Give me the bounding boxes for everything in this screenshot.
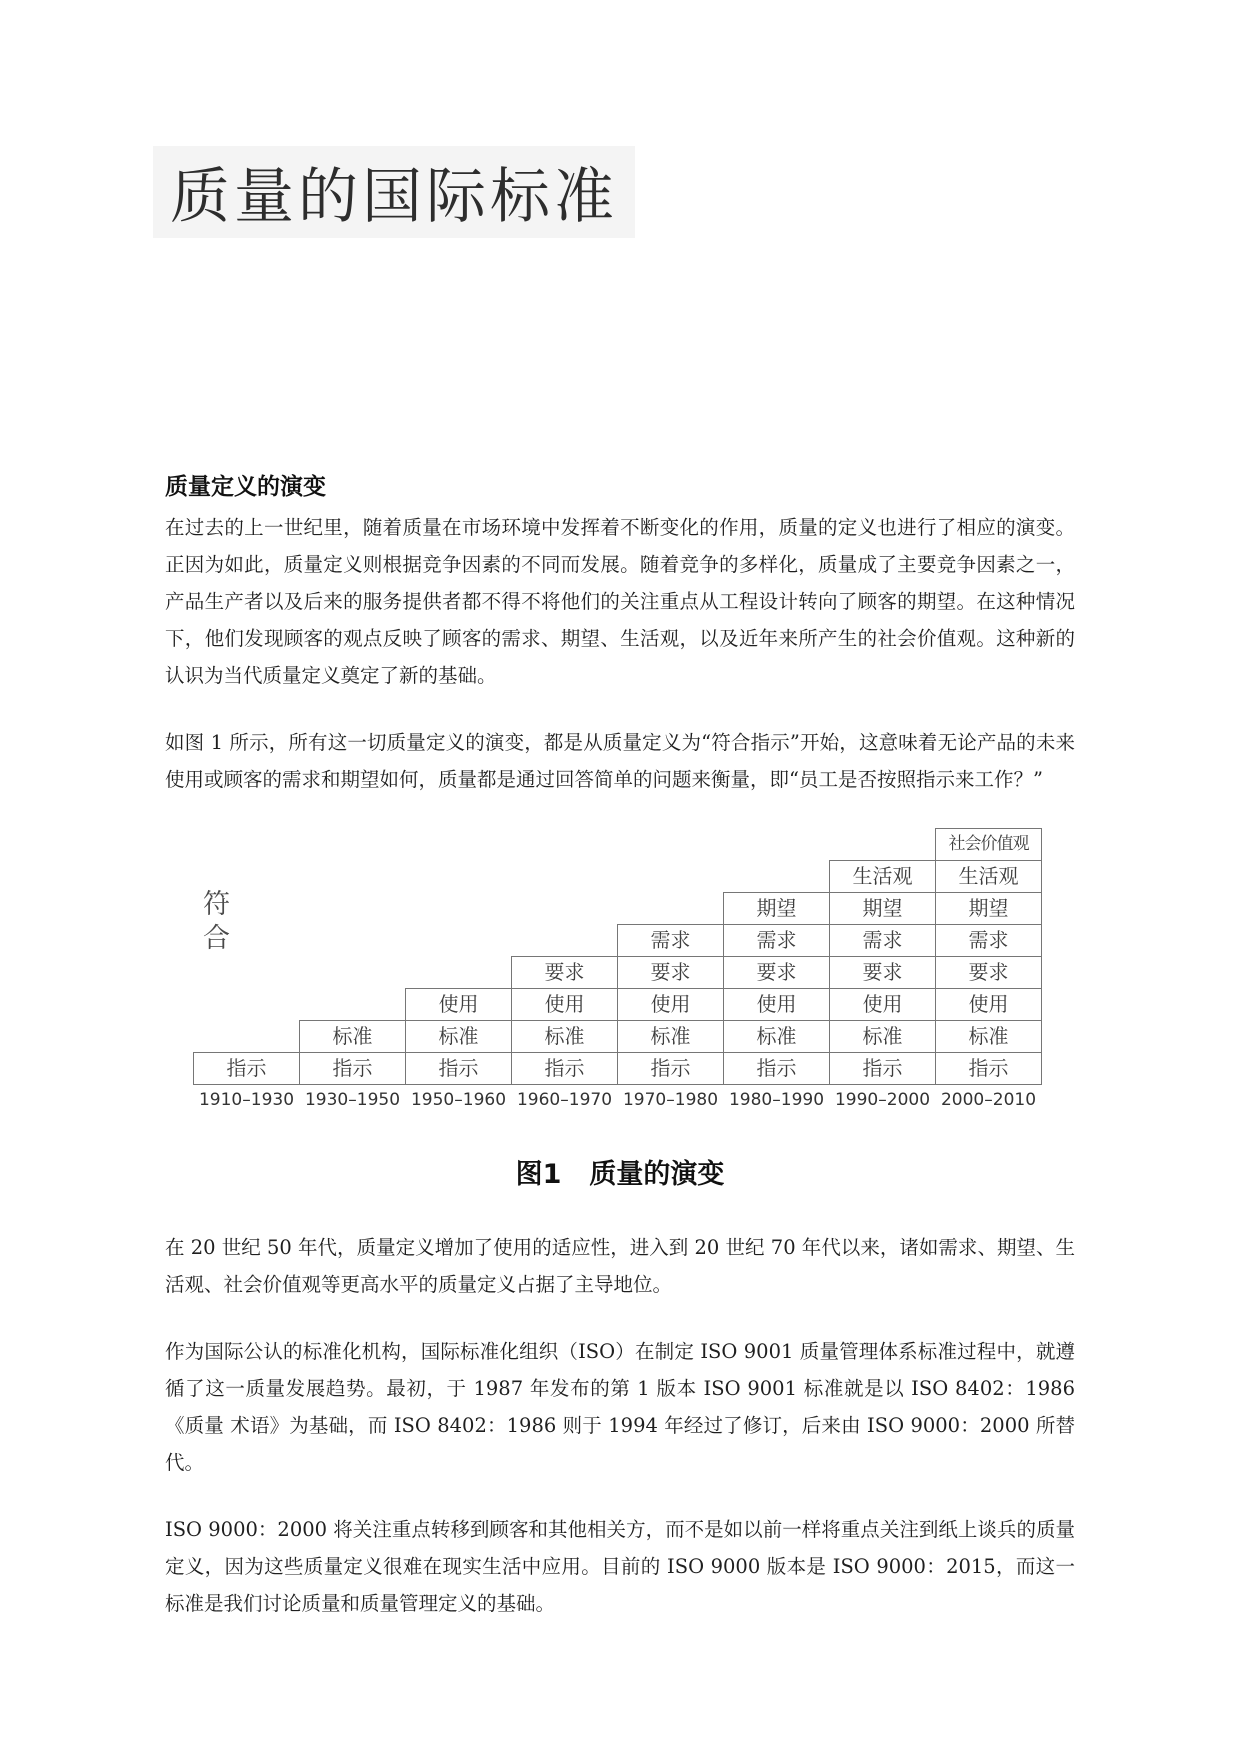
timeline-label: 1960–1970: [516, 1090, 613, 1110]
stair-cell: 指示: [617, 1052, 724, 1085]
document-content: [165, 468, 1075, 1622]
stair-cell: 标准: [935, 1020, 1042, 1053]
stair-cell: 生活观: [829, 860, 936, 893]
stair-column: [723, 892, 830, 1085]
stair-cell: 标准: [617, 1020, 724, 1053]
paragraph: 在过去的上一世纪里，随着质量在市场环境中发挥着不断变化的作用，质量的定义也进行了相应的演变。正因为如此，质量定义则根据竞争因素的不同而发展。随着竞争的多样化，质量成了主要竞争因素之一，产品生产者以及后来的服务提供者都不得不将他们的关注重点从工程设计转向了顾客的期望。在这种情况下，他们发现顾客的观点反映了顾客的需求、期望、生活观，以及近年来所产生的社会价值观。这种新的认识为当代质量定义奠定了新的基础。: [165, 516, 1075, 687]
stair-cell: 标准: [299, 1020, 406, 1053]
stair-cell: 指示: [935, 1052, 1042, 1085]
figure-quality-evolution: [165, 828, 1075, 1191]
stair-cell: 指示: [299, 1052, 406, 1085]
stair-column: [617, 924, 724, 1085]
intro-paragraphs: [165, 509, 1075, 798]
stair-cell: 指示: [405, 1052, 512, 1085]
stair-column: [193, 1052, 300, 1085]
stair-cell: 使用: [617, 988, 724, 1021]
stair-cell: 期望: [829, 892, 936, 925]
timeline-label: 1950–1960: [410, 1090, 507, 1110]
stair-cell: 指示: [511, 1052, 618, 1085]
stair-cell: 使用: [405, 988, 512, 1021]
stair-cell: 标准: [405, 1020, 512, 1053]
stair-cell: 需求: [829, 924, 936, 957]
stair-cell: 需求: [935, 924, 1042, 957]
conformance-axis-label: 符合: [203, 889, 230, 954]
page-title: 质量的国际标准: [170, 162, 618, 232]
staircase-table: [193, 828, 1075, 1085]
timeline-label: 1910–1930: [198, 1090, 295, 1110]
stair-cell: 使用: [511, 988, 618, 1021]
stair-column: [299, 1020, 406, 1085]
stair-cell: 期望: [935, 892, 1042, 925]
stair-cell: 要求: [723, 956, 830, 989]
stair-cell: 标准: [511, 1020, 618, 1053]
timeline-label: 1970–1980: [622, 1090, 719, 1110]
timeline-label: 1930–1950: [304, 1090, 401, 1110]
timeline-label: 2000–2010: [940, 1090, 1037, 1110]
stair-cell: 社会价值观: [935, 828, 1042, 861]
paragraph: 在 20 世纪 50 年代，质量定义增加了使用的适应性，进入到 20 世纪 70 年代以来，诸如需求、期望、生活观、社会价值观等更高水平的质量定义占据了主导地位。: [165, 1236, 1075, 1296]
timeline-label: 1990–2000: [834, 1090, 931, 1110]
paragraph: ISO 9000：2000 将关注重点转移到顾客和其他相关方，而不是如以前一样将重点关注到纸上谈兵的质量定义，因为这些质量定义很难在现实生活中应用。目前的 ISO 9000 版本是 ISO 9000：2015，而这一标准是我们讨论质量和质量管理定义的基础。: [165, 1518, 1075, 1615]
stair-column: [511, 956, 618, 1085]
stair-cell: 要求: [617, 956, 724, 989]
figure-caption-title: 质量的演变: [589, 1159, 725, 1190]
title-image-block: [153, 146, 635, 238]
stair-cell: 要求: [511, 956, 618, 989]
timeline-label: 1980–1990: [728, 1090, 825, 1110]
stair-column: [935, 828, 1042, 1085]
figure-caption-label: 图1: [515, 1159, 562, 1190]
timeline: [193, 1090, 1075, 1110]
paragraph: 如图 1 所示，所有这一切质量定义的演变，都是从质量定义为“符合指示”开始，这意味着无论产品的未来使用或顾客的需求和期望如何，质量都是通过回答简单的问题来衡量，即“员工是否按照指示来工作？”: [165, 731, 1075, 791]
stair-cell: 需求: [617, 924, 724, 957]
section-heading: 质量定义的演变: [165, 474, 326, 500]
stair-cell: 要求: [935, 956, 1042, 989]
stair-cell: 指示: [723, 1052, 830, 1085]
stair-cell: 需求: [723, 924, 830, 957]
paragraph: 作为国际公认的标准化机构，国际标准化组织（ISO）在制定 ISO 9001 质量管理体系标准过程中，就遵循了这一质量发展趋势。最初，于 1987 年发布的第 1 版本 ISO 9001 标准就是以 ISO 8402：1986《质量 术语》为基础，而 ISO 8402：1986 则于 1994 年经过了修订，后来由 ISO 9000：2000 所替代。: [165, 1340, 1075, 1474]
stair-cell: 期望: [723, 892, 830, 925]
stair-cell: 要求: [829, 956, 936, 989]
stair-cell: 指示: [829, 1052, 936, 1085]
figure-caption: [165, 1152, 1075, 1191]
stair-column: [405, 988, 512, 1085]
figure-canvas: [165, 828, 1075, 1110]
stair-cell: 标准: [723, 1020, 830, 1053]
stair-column: [829, 860, 936, 1085]
stair-cell: 生活观: [935, 860, 1042, 893]
stair-cell: 使用: [935, 988, 1042, 1021]
stair-cell: 使用: [723, 988, 830, 1021]
stair-cell: 指示: [193, 1052, 300, 1085]
stair-cell: 使用: [829, 988, 936, 1021]
after-figure-paragraphs: [165, 1229, 1075, 1622]
stair-cell: 标准: [829, 1020, 936, 1053]
